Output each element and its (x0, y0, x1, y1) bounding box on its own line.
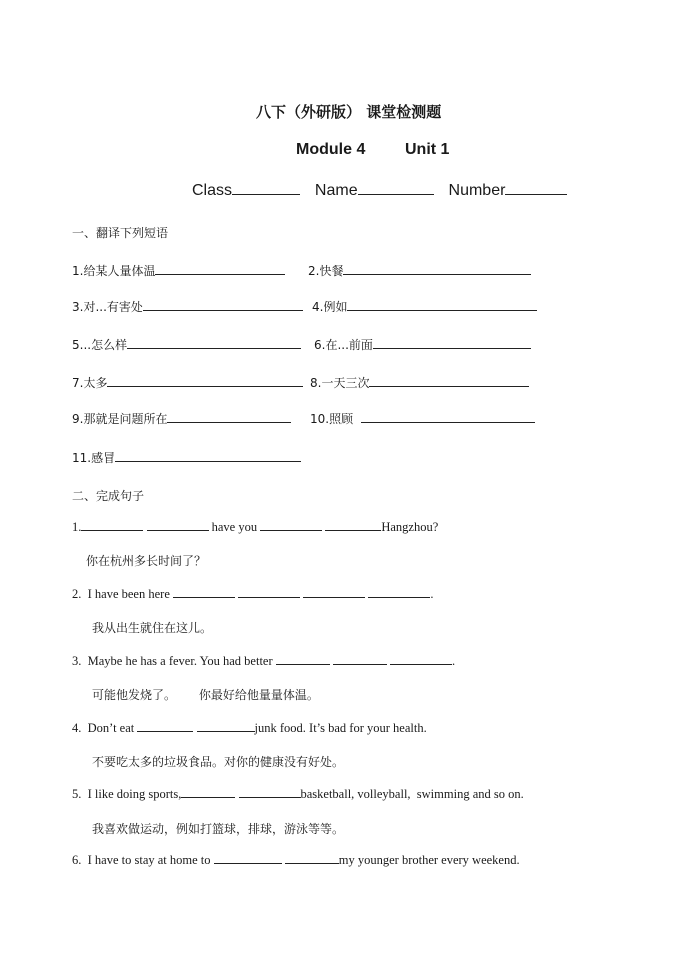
student-info-row (192, 182, 567, 200)
question-1-translation: 你在杭州多长时间了？ (86, 554, 207, 568)
question-3-translation: 可能他发烧了。 你最好给他量量体温。 (92, 688, 319, 702)
page-title: 八下（外研版） 课堂检测题 (256, 103, 442, 121)
answer-blank[interactable] (214, 852, 282, 864)
question-1: 1. have you Hangzhou? (72, 520, 439, 534)
answer-blank[interactable] (167, 411, 291, 423)
answer-blank[interactable] (333, 653, 387, 665)
number-blank[interactable] (505, 183, 567, 195)
question-5-translation: 我喜欢做运动，例如打篮球，排球，游泳等等。 (92, 822, 345, 836)
phrase-item: 8.一天三次 (310, 374, 529, 391)
answer-blank[interactable] (347, 299, 537, 311)
section1-heading: 一、翻译下列短语 (72, 226, 169, 240)
phrase-item: 9.那就是问题所在 (72, 410, 291, 427)
answer-blank[interactable] (127, 337, 301, 349)
answer-blank[interactable] (325, 519, 381, 531)
answer-blank[interactable] (155, 263, 285, 275)
answer-blank[interactable] (368, 586, 430, 598)
number-label: Number (448, 182, 506, 199)
phrase-item: 6.在...前面 (314, 336, 531, 353)
answer-blank[interactable] (238, 586, 300, 598)
name-label: Name (314, 182, 358, 199)
class-label: Class (192, 182, 233, 199)
answer-blank[interactable] (260, 519, 322, 531)
answer-blank[interactable] (343, 263, 531, 275)
answer-blank[interactable] (181, 786, 235, 798)
answer-blank[interactable] (369, 375, 529, 387)
unit-label: Unit 1 (405, 141, 450, 158)
answer-blank[interactable] (239, 786, 301, 798)
phrase-item: 2.快餐 (308, 262, 531, 279)
answer-blank[interactable] (303, 586, 365, 598)
section2-heading: 二、完成句子 (72, 489, 145, 503)
name-blank[interactable] (358, 183, 434, 195)
question-5: 5. I like doing sports, basketball, volleyball, swimming and so on. (72, 787, 524, 801)
question-2: 2. I have been here . (72, 587, 434, 601)
answer-blank[interactable] (361, 411, 535, 423)
answer-blank[interactable] (285, 852, 339, 864)
answer-blank[interactable] (143, 299, 303, 311)
question-3: 3. Maybe he has a fever. You had better . (72, 654, 456, 668)
answer-blank[interactable] (276, 653, 330, 665)
answer-blank[interactable] (107, 375, 303, 387)
answer-blank[interactable] (390, 653, 452, 665)
question-4-translation: 不要吃太多的垃圾食品。对你的健康没有好处。 (92, 755, 345, 769)
answer-blank[interactable] (173, 586, 235, 598)
answer-blank[interactable] (137, 720, 193, 732)
phrase-item: 10.照顾 (310, 410, 535, 427)
answer-blank[interactable] (115, 450, 301, 462)
phrase-item: 3.对...有害处 (72, 298, 303, 315)
answer-blank[interactable] (373, 337, 531, 349)
phrase-item: 1.给某人量体温 (72, 262, 285, 279)
phrase-item: 4.例如 (312, 298, 537, 315)
question-6: 6. I have to stay at home to my younger brother every weekend. (72, 853, 520, 867)
question-4: 4. Don’t eat junk food. It’s bad for your health. (72, 721, 427, 735)
answer-blank[interactable] (147, 519, 209, 531)
phrase-item: 7.太多 (72, 374, 303, 391)
class-blank[interactable] (232, 183, 300, 195)
module-label: Module 4 (296, 141, 366, 158)
phrase-item: 11.感冒 (72, 449, 301, 466)
answer-blank[interactable] (81, 519, 143, 531)
question-2-translation: 我从出生就住在这儿。 (92, 621, 213, 635)
answer-blank[interactable] (197, 720, 255, 732)
phrase-item: 5...怎么样 (72, 336, 301, 353)
